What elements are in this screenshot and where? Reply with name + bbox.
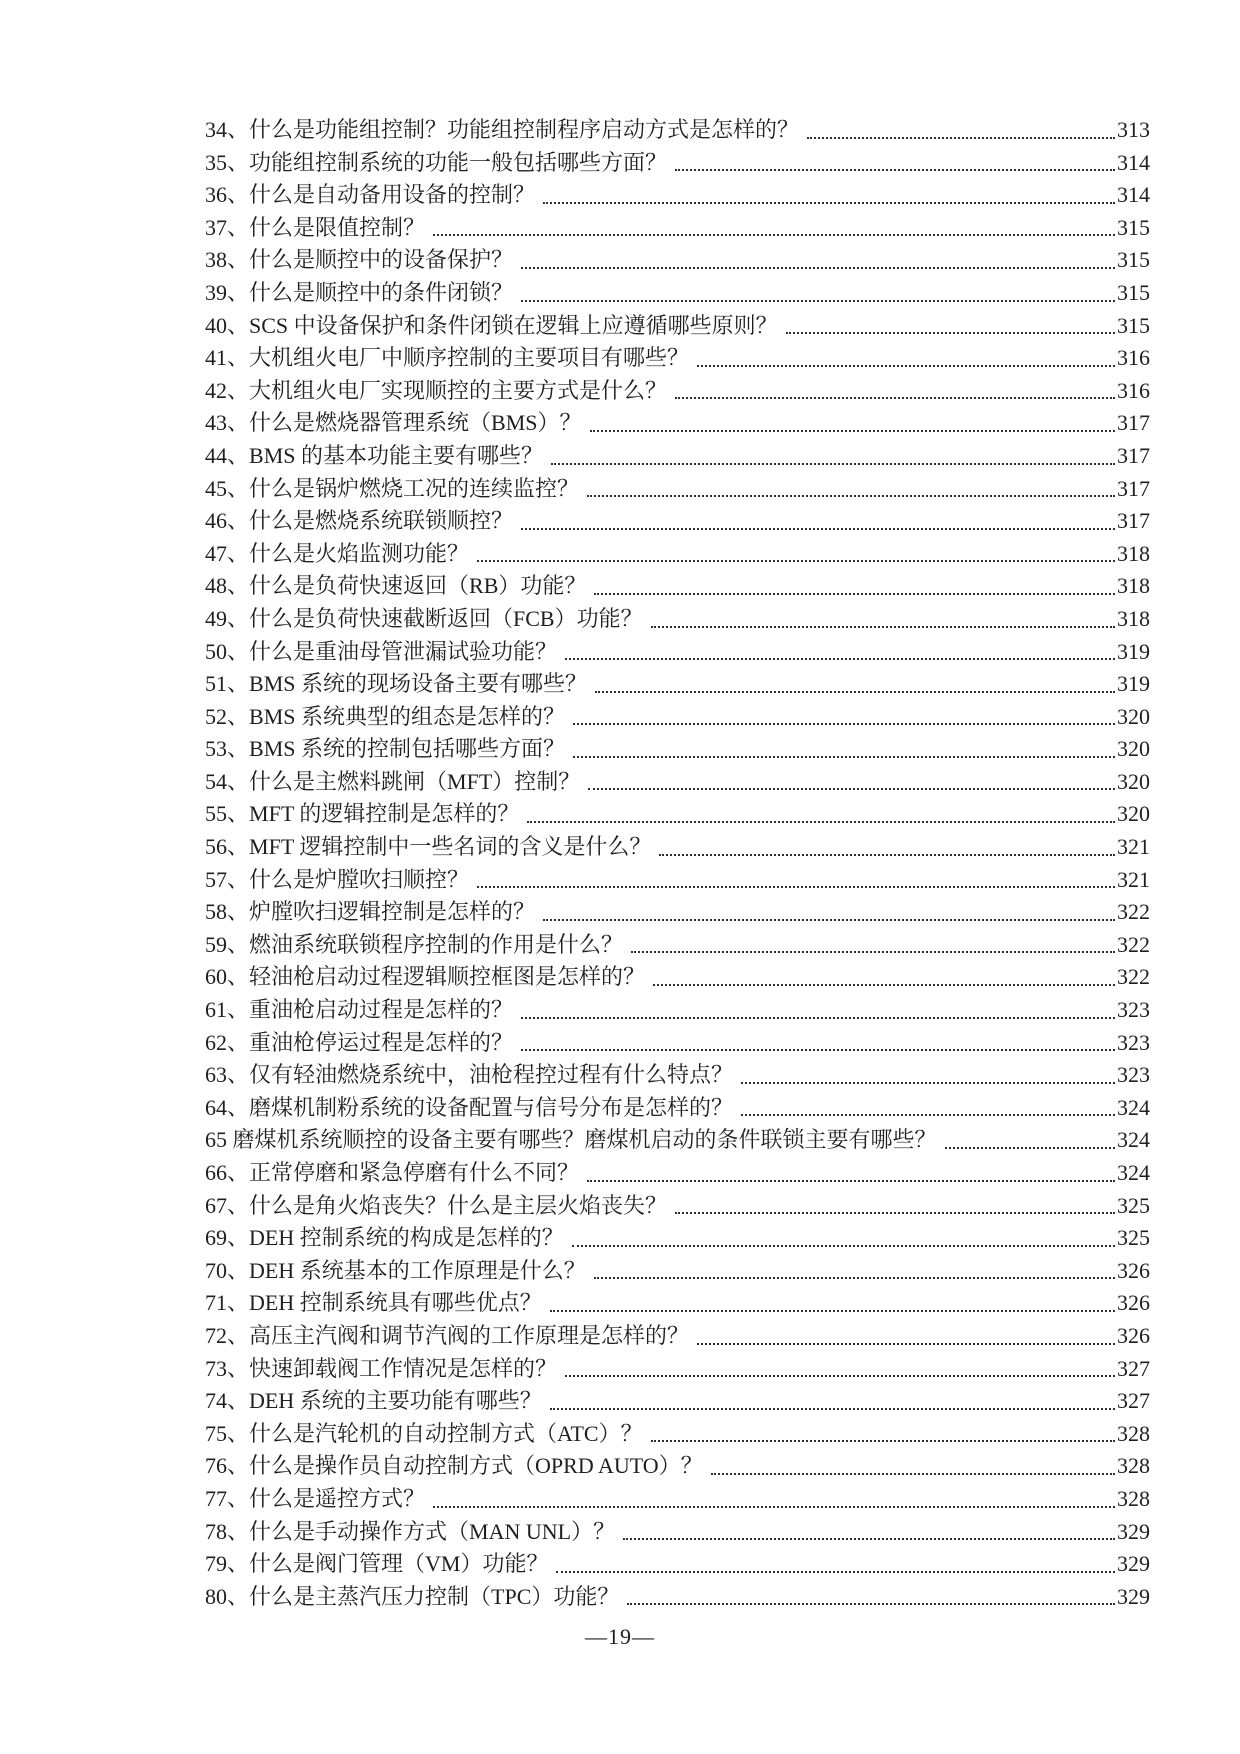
entry-number-separator: 、 (227, 1322, 250, 1348)
dot-leader (945, 1147, 1115, 1149)
entry-page-number: 322 (1117, 964, 1150, 990)
entry-number-separator: 、 (227, 1094, 250, 1120)
entry-number: 73 (205, 1355, 227, 1381)
entry-number: 39 (205, 279, 227, 305)
entry-title: 什么是燃烧系统联锁顺控？ (249, 508, 514, 534)
dot-leader (573, 723, 1115, 725)
entry-page-number: 315 (1117, 247, 1150, 273)
entry-number: 54 (205, 768, 227, 794)
entry-number: 45 (205, 475, 227, 501)
dot-leader (741, 1082, 1115, 1084)
entry-page-number: 315 (1117, 279, 1150, 305)
entry-number: 34 (205, 117, 227, 142)
entry-title: 什么是遥控方式？ (249, 1485, 426, 1511)
toc-entry[interactable] (205, 961, 1150, 994)
dot-leader (521, 300, 1115, 302)
entry-number: 42 (205, 377, 227, 403)
entry-title: MFT 逻辑控制中一些名词的含义是什么？ (249, 834, 652, 860)
entry-title: BMS 的基本功能主要有哪些？ (249, 442, 543, 468)
entry-number: 79 (205, 1551, 227, 1577)
toc-entry[interactable] (205, 701, 1150, 734)
toc-entry[interactable] (205, 342, 1150, 375)
entry-title: BMS 系统的控制包括哪些方面？ (249, 736, 565, 762)
entry-title: 什么是手动操作方式（MAN UNL）？ (249, 1518, 616, 1544)
entry-title: 什么是锅炉燃烧工况的连续监控？ (249, 475, 580, 501)
entry-number-separator: 、 (227, 279, 250, 305)
entry-page-number: 327 (1117, 1355, 1150, 1381)
entry-number: 49 (205, 605, 227, 631)
entry-number: 52 (205, 703, 227, 729)
dot-leader (651, 626, 1115, 628)
toc-entry[interactable] (205, 798, 1150, 831)
entry-number: 72 (205, 1322, 227, 1348)
toc-entry[interactable] (205, 1027, 1150, 1060)
toc-entry[interactable] (205, 1483, 1150, 1516)
entry-title: DEH 系统的主要功能有哪些？ (249, 1388, 542, 1414)
toc-entry[interactable] (205, 1450, 1150, 1483)
entry-number: 69 (205, 1225, 227, 1251)
entry-number: 74 (205, 1388, 227, 1414)
entry-number: 58 (205, 899, 227, 925)
entry-number-separator: 、 (227, 736, 250, 762)
entry-title: 什么是阀门管理（VM）功能？ (249, 1551, 549, 1577)
dot-leader (786, 332, 1115, 334)
entry-number: 75 (205, 1420, 227, 1446)
entry-page-number: 320 (1117, 801, 1150, 827)
entry-title: 什么是负荷快速返回（RB）功能？ (249, 573, 587, 599)
dot-leader (521, 1049, 1115, 1051)
entry-number-separator: 、 (227, 1062, 250, 1088)
entry-title: 什么是主燃料跳闸（MFT）控制？ (249, 768, 581, 794)
toc-entry[interactable] (205, 1255, 1150, 1288)
dot-leader (659, 854, 1115, 856)
entry-title: 快速卸载阀工作情况是怎样的？ (249, 1355, 558, 1381)
entry-page-number: 318 (1117, 573, 1150, 599)
entry-number-separator: 、 (227, 117, 250, 142)
page-number-footer: —19— (585, 1624, 655, 1649)
entry-number: 55 (205, 801, 227, 827)
entry-page-number: 315 (1117, 312, 1150, 338)
toc-entry[interactable] (205, 994, 1150, 1027)
entry-title: 磨煤机系统顺控的设备主要有哪些？磨煤机启动的条件联锁主要有哪些？ (232, 1127, 937, 1153)
entry-number-separator: 、 (227, 1355, 250, 1381)
entry-title: 炉膛吹扫逻辑控制是怎样的？ (249, 899, 536, 925)
entry-number: 62 (205, 1029, 227, 1055)
entry-number-separator: 、 (227, 442, 250, 468)
entry-number: 46 (205, 508, 227, 534)
entry-page-number: 325 (1117, 1192, 1150, 1218)
entry-number-separator: 、 (227, 508, 250, 534)
toc-entry[interactable] (205, 896, 1150, 929)
entry-page-number: 323 (1117, 1029, 1150, 1055)
entry-page-number: 328 (1117, 1453, 1150, 1479)
entry-number: 65 (205, 1127, 227, 1153)
entry-page-number: 329 (1117, 1551, 1150, 1577)
toc-entry[interactable] (205, 929, 1150, 962)
toc-entry[interactable] (205, 1581, 1150, 1614)
dot-leader (594, 593, 1115, 595)
toc-entry[interactable] (205, 570, 1150, 603)
entry-title: 功能组控制系统的功能一般包括哪些方面？ (249, 149, 668, 175)
entry-page-number: 320 (1117, 768, 1150, 794)
entry-title: 什么是角火焰丧失？什么是主层火焰丧失？ (249, 1192, 668, 1218)
entry-number: 70 (205, 1257, 227, 1283)
entry-number-separator: 、 (227, 410, 250, 436)
toc-entry[interactable] (205, 1385, 1150, 1418)
entry-page-number: 317 (1117, 410, 1150, 436)
toc-entry[interactable] (205, 1287, 1150, 1320)
entry-page-number: 326 (1117, 1322, 1150, 1348)
entry-number: 37 (205, 214, 227, 240)
dot-leader (653, 984, 1115, 986)
dot-leader (697, 365, 1115, 367)
entry-title: 什么是自动备用设备的控制？ (249, 182, 536, 208)
entry-number-separator: 、 (227, 1160, 250, 1185)
entry-number-separator: 、 (227, 214, 250, 240)
toc-entry[interactable] (205, 1418, 1150, 1451)
dot-leader (565, 658, 1115, 660)
entry-title: SCS 中设备保护和条件闭锁在逻辑上应遵循哪些原则？ (249, 312, 778, 338)
toc-list (205, 114, 1150, 1613)
entry-page-number: 316 (1117, 377, 1150, 403)
entry-page-number: 321 (1117, 866, 1150, 892)
entry-page-number: 325 (1117, 1225, 1150, 1251)
dot-leader (587, 495, 1115, 497)
toc-entry[interactable] (205, 440, 1150, 473)
toc-entry[interactable] (205, 1353, 1150, 1386)
entry-number-separator: 、 (227, 964, 250, 990)
dot-leader (521, 528, 1115, 530)
entry-number: 40 (205, 312, 227, 338)
entry-number: 63 (205, 1062, 227, 1088)
dot-leader (543, 919, 1115, 921)
entry-page-number: 329 (1117, 1583, 1150, 1609)
entry-title: 什么是顺控中的条件闭锁？ (249, 279, 514, 305)
entry-number: 60 (205, 964, 227, 990)
entry-page-number: 322 (1117, 899, 1150, 925)
entry-title: 轻油枪启动过程逻辑顺控框图是怎样的？ (249, 964, 646, 990)
dot-leader (527, 821, 1115, 823)
dot-leader (433, 234, 1115, 236)
entry-number: 48 (205, 573, 227, 599)
entry-number-separator: 、 (227, 1225, 250, 1251)
entry-page-number: 327 (1117, 1388, 1150, 1414)
entry-number-separator: 、 (227, 997, 250, 1023)
entry-title: 重油枪停运过程是怎样的？ (249, 1029, 514, 1055)
entry-title: 大机组火电厂实现顺控的主要方式是什么？ (249, 377, 668, 403)
entry-number-separator: 、 (227, 931, 250, 957)
dot-leader (543, 202, 1115, 204)
entry-number: 80 (205, 1583, 227, 1609)
entry-page-number: 318 (1117, 605, 1150, 631)
entry-number: 57 (205, 866, 227, 892)
entry-number: 47 (205, 540, 227, 566)
toc-entry[interactable] (205, 1190, 1150, 1223)
entry-page-number: 324 (1117, 1127, 1150, 1153)
toc-entry[interactable] (205, 1092, 1150, 1125)
dot-leader (675, 169, 1115, 171)
entry-page-number: 319 (1117, 638, 1150, 664)
entry-page-number: 328 (1117, 1485, 1150, 1511)
toc-entry[interactable] (205, 375, 1150, 408)
entry-page-number: 320 (1117, 736, 1150, 762)
dot-leader (550, 1408, 1115, 1410)
entry-number-separator: 、 (227, 899, 250, 925)
toc-entry[interactable] (205, 407, 1150, 440)
toc-entry[interactable] (205, 310, 1150, 343)
toc-entry[interactable] (205, 1548, 1150, 1581)
dot-leader (572, 1245, 1115, 1247)
toc-entry[interactable] (205, 603, 1150, 636)
entry-title: DEH 控制系统的构成是怎样的？ (249, 1225, 564, 1251)
entry-number: 71 (205, 1290, 227, 1316)
toc-entry[interactable] (205, 114, 1150, 147)
entry-title: DEH 控制系统具有哪些优点？ (249, 1290, 542, 1316)
toc-entry[interactable] (205, 864, 1150, 897)
entry-title: 什么是火焰监测功能？ (249, 540, 470, 566)
toc-entry[interactable] (205, 766, 1150, 799)
entry-number-separator: 、 (227, 1257, 250, 1283)
entry-number-separator: 、 (227, 605, 250, 631)
dot-leader (675, 1212, 1115, 1214)
entry-number-separator: 、 (227, 768, 250, 794)
entry-number-separator: 、 (227, 540, 250, 566)
toc-entry[interactable] (205, 505, 1150, 538)
dot-leader (697, 1343, 1115, 1345)
dot-leader (590, 430, 1116, 432)
entry-title: 燃油系统联锁程序控制的作用是什么？ (249, 931, 624, 957)
entry-number: 59 (205, 931, 227, 957)
dot-leader (565, 1375, 1115, 1377)
entry-page-number: 323 (1117, 997, 1150, 1023)
toc-entry[interactable] (205, 1157, 1150, 1190)
entry-page-number: 329 (1117, 1518, 1150, 1544)
entry-number: 38 (205, 247, 227, 273)
entry-page-number: 324 (1117, 1160, 1150, 1185)
entry-number-separator: 、 (227, 1485, 250, 1511)
dot-leader (477, 560, 1115, 562)
dot-leader (550, 1310, 1115, 1312)
entry-number-separator: 、 (227, 671, 250, 697)
entry-number: 53 (205, 736, 227, 762)
entry-title: 什么是操作员自动控制方式（OPRD AUTO）？ (249, 1453, 703, 1479)
entry-number: 64 (205, 1094, 227, 1120)
entry-number: 50 (205, 638, 227, 664)
entry-page-number: 317 (1117, 475, 1150, 501)
dot-leader (477, 886, 1115, 888)
entry-number: 56 (205, 834, 227, 860)
entry-number-separator: 、 (227, 703, 250, 729)
entry-page-number: 317 (1117, 508, 1150, 534)
entry-page-number: 319 (1117, 671, 1150, 697)
toc-entry[interactable] (205, 1222, 1150, 1255)
entry-page-number: 326 (1117, 1257, 1150, 1283)
toc-entry[interactable] (205, 831, 1150, 864)
entry-page-number: 314 (1117, 149, 1150, 175)
dot-leader (807, 137, 1115, 139)
entry-number-separator: 、 (227, 377, 250, 403)
dot-leader (587, 1180, 1115, 1182)
toc-entry[interactable] (205, 212, 1150, 245)
entry-title: 什么是负荷快速截断返回（FCB）功能？ (249, 605, 643, 631)
entry-number: 51 (205, 671, 227, 697)
dot-leader (588, 788, 1115, 790)
entry-number: 66 (205, 1160, 227, 1185)
entry-number-separator: 、 (227, 149, 250, 175)
entry-number-separator: 、 (227, 1192, 250, 1218)
toc-entry[interactable] (205, 636, 1150, 669)
toc-entry[interactable] (205, 1124, 1150, 1157)
entry-page-number: 318 (1117, 540, 1150, 566)
entry-title: 什么是顺控中的设备保护？ (249, 247, 514, 273)
entry-number-separator: 、 (227, 801, 250, 827)
toc-entry[interactable] (205, 1059, 1150, 1092)
entry-title: DEH 系统基本的工作原理是什么？ (249, 1257, 586, 1283)
toc-entry[interactable] (205, 179, 1150, 212)
entry-page-number: 322 (1117, 931, 1150, 957)
entry-number-separator: 、 (227, 1453, 250, 1479)
entry-number-separator: 、 (227, 475, 250, 501)
entry-number: 78 (205, 1518, 227, 1544)
dot-leader (675, 397, 1115, 399)
dot-leader (433, 1506, 1115, 1508)
entry-number: 77 (205, 1485, 227, 1511)
entry-number-separator: 、 (227, 1551, 250, 1577)
entry-page-number: 317 (1117, 442, 1150, 468)
toc-entry[interactable] (205, 668, 1150, 701)
entry-number-separator: 、 (227, 1518, 250, 1544)
entry-number: 35 (205, 149, 227, 175)
dot-leader (573, 756, 1115, 758)
entry-page-number: 316 (1117, 345, 1150, 371)
toc-entry[interactable] (205, 1516, 1150, 1549)
entry-page-number: 326 (1117, 1290, 1150, 1316)
entry-title: 正常停磨和紧急停磨有什么不同？ (249, 1160, 580, 1185)
entry-title: 大机组火电厂中顺序控制的主要项目有哪些？ (249, 345, 690, 371)
entry-number-separator: 、 (227, 345, 250, 371)
entry-number: 43 (205, 410, 227, 436)
entry-number-separator: 、 (227, 638, 250, 664)
dot-leader (521, 1017, 1115, 1019)
entry-number: 44 (205, 442, 227, 468)
entry-title: 什么是燃烧器管理系统（BMS）？ (249, 410, 582, 436)
toc-entry[interactable] (205, 538, 1150, 571)
entry-number-separator: 、 (227, 1583, 250, 1609)
entry-title: 什么是功能组控制？功能组控制程序启动方式是怎样的？ (249, 117, 800, 142)
dot-leader (595, 691, 1115, 693)
entry-title: 重油枪启动过程是怎样的？ (249, 997, 514, 1023)
toc-entry[interactable] (205, 277, 1150, 310)
dot-leader (623, 1538, 1115, 1540)
dot-leader (594, 1277, 1115, 1279)
toc-entry[interactable] (205, 733, 1150, 766)
dot-leader (521, 267, 1115, 269)
entry-page-number: 315 (1117, 214, 1150, 240)
entry-title: 高压主汽阀和调节汽阀的工作原理是怎样的？ (249, 1322, 690, 1348)
entry-number: 76 (205, 1453, 227, 1479)
entry-title: BMS 系统典型的组态是怎样的？ (249, 703, 565, 729)
dot-leader (631, 951, 1115, 953)
entry-page-number: 320 (1117, 703, 1150, 729)
entry-page-number: 313 (1117, 117, 1150, 142)
entry-number-separator: 、 (227, 1388, 250, 1414)
entry-title: 磨煤机制粉系统的设备配置与信号分布是怎样的？ (249, 1094, 734, 1120)
entry-title: BMS 系统的现场设备主要有哪些？ (249, 671, 587, 697)
dot-leader (551, 463, 1115, 465)
entry-page-number: 328 (1117, 1420, 1150, 1446)
entry-number-separator: 、 (227, 182, 250, 208)
entry-title: 什么是主蒸汽压力控制（TPC）功能？ (249, 1583, 620, 1609)
entry-title: 什么是炉膛吹扫顺控？ (249, 866, 470, 892)
entry-number-separator: 、 (227, 312, 250, 338)
toc-entry[interactable] (205, 244, 1150, 277)
dot-leader (651, 1440, 1115, 1442)
entry-number: 67 (205, 1192, 227, 1218)
dot-leader (627, 1603, 1115, 1605)
toc-entry[interactable] (205, 147, 1150, 180)
entry-number-separator: 、 (227, 247, 250, 273)
dot-leader (556, 1571, 1115, 1573)
entry-number-separator: 、 (227, 1420, 250, 1446)
entry-title: 仅有轻油燃烧系统中，油枪程控过程有什么特点？ (249, 1062, 734, 1088)
dot-leader (741, 1114, 1115, 1116)
entry-number-separator: 、 (227, 1029, 250, 1055)
toc-entry[interactable] (205, 1320, 1150, 1353)
entry-page-number: 314 (1117, 182, 1150, 208)
entry-number: 36 (205, 182, 227, 208)
entry-page-number: 321 (1117, 834, 1150, 860)
entry-page-number: 323 (1117, 1062, 1150, 1088)
entry-title: 什么是限值控制？ (249, 214, 426, 240)
entry-number: 61 (205, 997, 227, 1023)
dot-leader (711, 1473, 1115, 1475)
entry-number-separator: 、 (227, 834, 250, 860)
entry-number-separator: 、 (227, 866, 250, 892)
entry-page-number: 324 (1117, 1094, 1150, 1120)
entry-title: 什么是汽轮机的自动控制方式（ATC）？ (249, 1420, 643, 1446)
entry-title: MFT 的逻辑控制是怎样的？ (249, 801, 520, 827)
entry-number-separator: 、 (227, 1290, 250, 1316)
entry-number: 41 (205, 345, 227, 371)
toc-entry[interactable] (205, 473, 1150, 506)
entry-title: 什么是重油母管泄漏试验功能？ (249, 638, 558, 664)
entry-number-separator: 、 (227, 573, 250, 599)
